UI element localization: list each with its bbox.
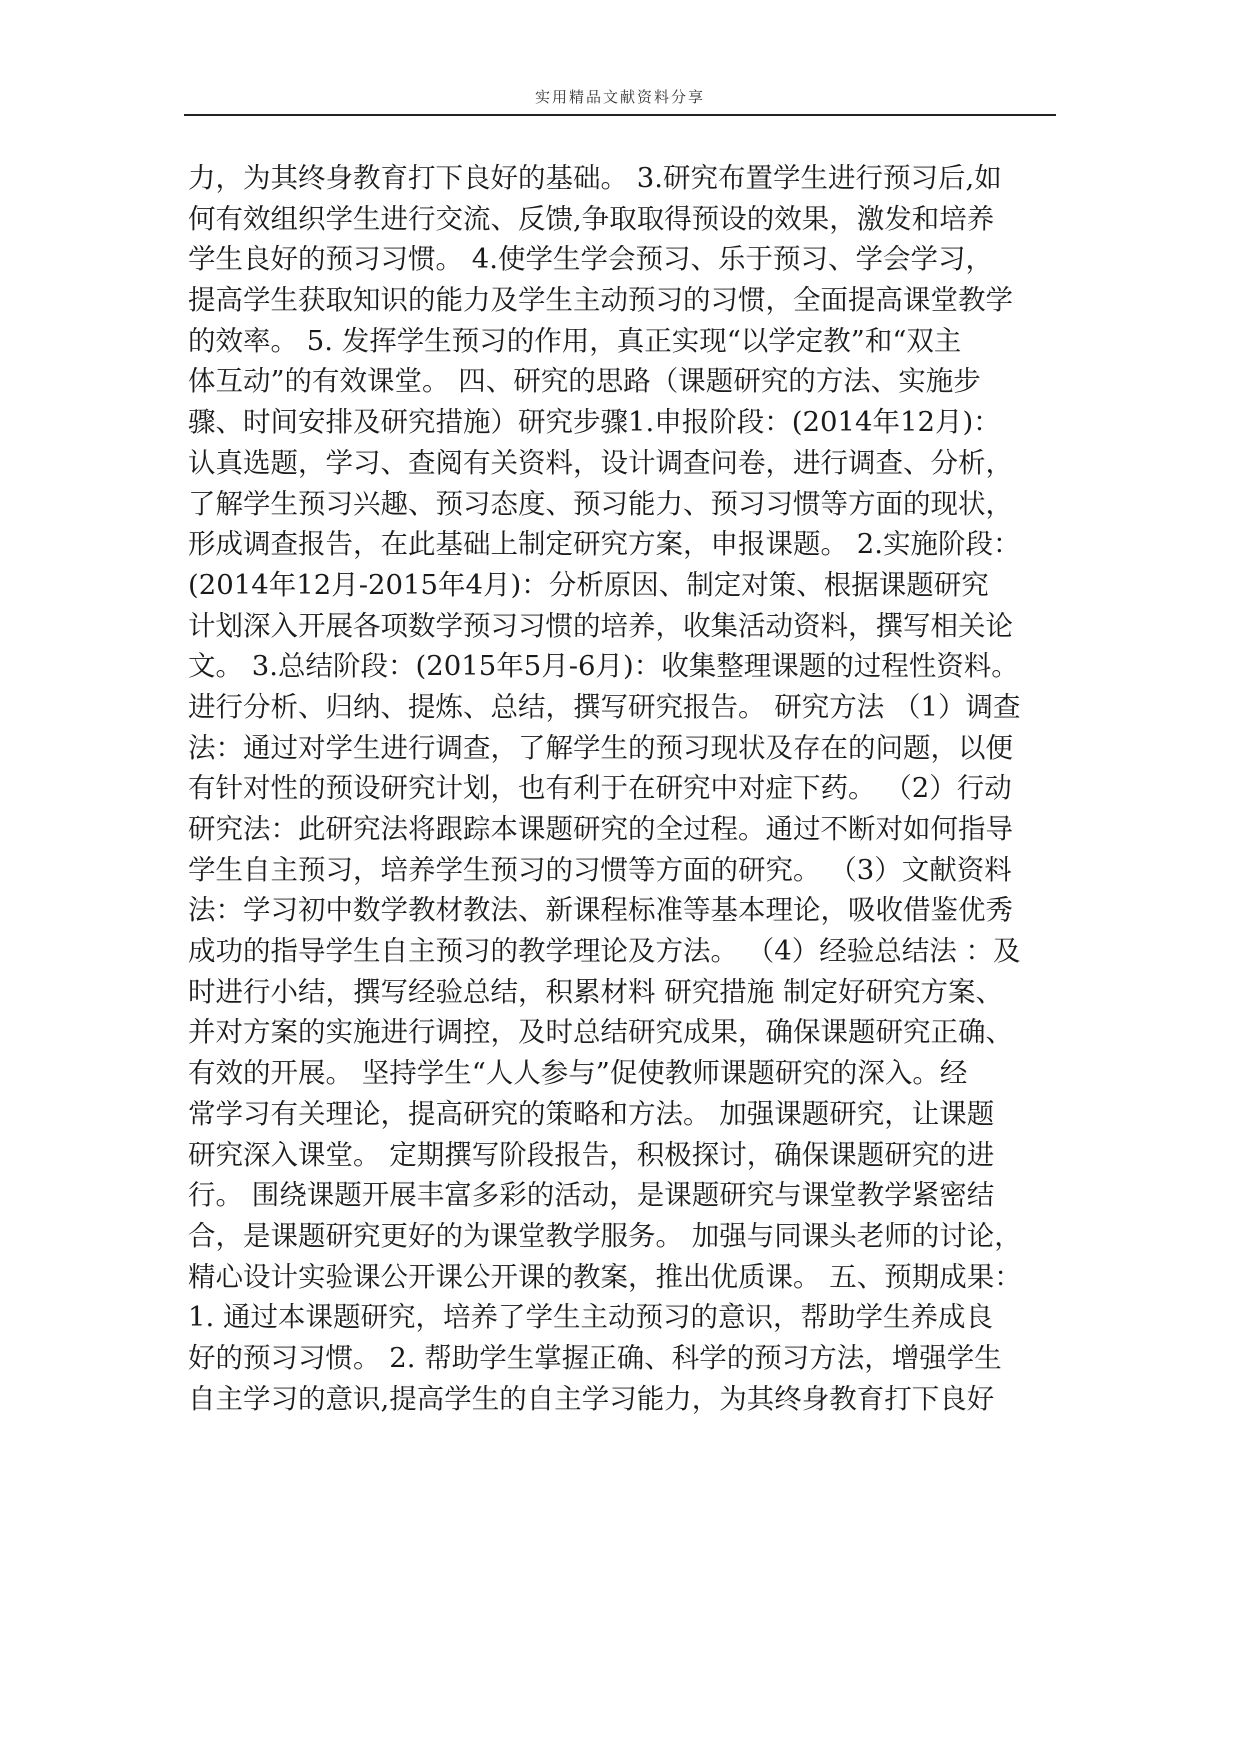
body-line: 何有效组织学生进行交流、反馈,争取取得预设的效果，激发和培养 [188,202,995,235]
body-line: 的效率。 5. 发挥学生预习的作用，真正实现“以学定教”和“双主 [188,324,962,357]
body-line: 法：通过对学生进行调查，了解学生的预习现状及存在的问题，以便 [188,731,1013,764]
body-line: 精心设计实验课公开课公开课的教案，推出优质课。 五、预期成果： [188,1260,1022,1293]
body-line: 学生良好的预习习惯。 4.使学生学会预习、乐于预习、学会学习， [188,243,993,276]
body-line: 研究法：此研究法将跟踪本课题研究的全过程。通过不断对如何指导 [188,813,1013,845]
body-line: 法：学习初中数学教材教法、新课程标准等基本理论，吸收借鉴优秀 [188,894,1013,927]
body-line: 形成调查报告，在此基础上制定研究方案，申报课题。 2.实施阶段： [188,528,1021,561]
body-line: 好的预习习惯。 2. 帮助学生掌握正确、科学的预习方法，增强学生 [188,1341,1002,1374]
body-line: 认真选题，学习、查阅有关资料，设计调查问卷，进行调查、分析， [188,446,1013,479]
header-rule [184,114,1056,116]
body-line: 自主学习的意识,提高学生的自主学习能力，为其终身教育打下良好 [188,1382,995,1415]
body-line: 行。 围绕课题开展丰富多彩的活动，是课题研究与课堂教学紧密结 [188,1179,995,1212]
body-line: 骤、时间安排及研究措施）研究步骤1.申报阶段：(2014年12月)： [188,406,1001,439]
body-line: 学生自主预习，培养学生预习的习惯等方面的研究。 （3）文献资料 [188,853,1012,886]
body-line: 提高学生获取知识的能力及学生主动预习的习惯，全面提高课堂教学 [188,284,1013,317]
body-line: 时进行小结，撰写经验总结，积累材料 研究措施 制定好研究方案、 [188,975,1003,1008]
body-line: (2014年12月-2015年4月)：分析原因、制定对策、根据课题研究 [188,568,989,601]
body-line: 研究深入课堂。 定期撰写阶段报告，积极探讨，确保课题研究的进 [188,1138,995,1171]
body-line: 计划深入开展各项数学预习习惯的培养，收集活动资料，撰写相关论 [188,609,1013,642]
body-line: 1. 通过本课题研究，培养了学生主动预习的意识，帮助学生养成良 [188,1301,993,1334]
body-line: 有针对性的预设研究计划，也有利于在研究中对症下药。 （2）行动 [188,772,1012,805]
body-line: 体互动”的有效课堂。 四、研究的思路（课题研究的方法、实施步 [188,365,981,398]
body-line: 有效的开展。 坚持学生“人人参与”促使教师课题研究的深入。经 [188,1057,968,1090]
body-line: 并对方案的实施进行调控，及时总结研究成果，确保课题研究正确、 [188,1016,1013,1049]
body-line: 了解学生预习兴趣、预习态度、预习能力、预习习惯等方面的现状， [188,487,1013,520]
body-line: 常学习有关理论，提高研究的策略和方法。 加强课题研究，让课题 [188,1097,995,1130]
body-text [188,158,1054,1419]
body-line: 成功的指导学生自主预习的教学理论及方法。 （4）经验总结法 ：及 [188,935,1021,968]
body-line: 进行分析、归纳、提炼、总结，撰写研究报告。 研究方法 （1）调查 [188,690,1021,723]
body-line: 力，为其终身教育打下良好的基础。 3.研究布置学生进行预习后,如 [188,162,1002,194]
body-line: 文。 3.总结阶段：(2015年5月-6月)：收集整理课题的过程性资料。 [188,650,1019,683]
body-line: 合，是课题研究更好的为课堂教学服务。 加强与同课头老师的讨论， [188,1219,1022,1252]
page-header: 实用精品文献资料分享 [534,88,705,106]
